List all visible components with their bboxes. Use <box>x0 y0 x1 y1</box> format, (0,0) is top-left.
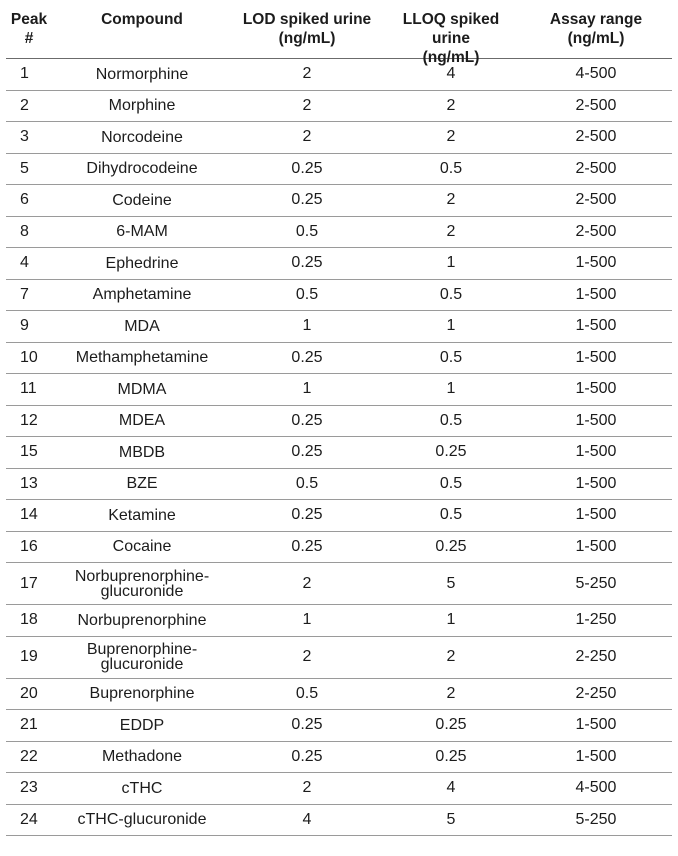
peak-cell: 11 <box>20 380 37 398</box>
lloq-cell: 2 <box>446 191 456 209</box>
lod-cell: 2 <box>302 779 312 797</box>
peak-cell: 22 <box>20 747 38 765</box>
table-row <box>6 374 672 406</box>
assay-range-cell: 1-500 <box>575 411 617 429</box>
peak-cell: 7 <box>20 285 29 303</box>
table-row <box>6 805 672 837</box>
lod-cell: 0.25 <box>291 411 323 429</box>
table-row <box>6 437 672 469</box>
compound-cell: MDA <box>124 317 160 335</box>
peak-cell: 18 <box>20 611 38 629</box>
lod-cell: 0.25 <box>291 254 323 272</box>
lod-cell: 0.5 <box>295 222 319 240</box>
header-lloq <box>382 0 520 66</box>
assay-range-cell: 2-500 <box>575 191 617 209</box>
lloq-cell: 2 <box>446 128 456 146</box>
table-row <box>6 280 672 312</box>
assay-range-cell: 1-500 <box>575 443 617 461</box>
compound-cell: MDMA <box>117 380 167 398</box>
compound-cell: MDEA <box>118 412 166 430</box>
assay-range-cell: 2-500 <box>575 222 617 240</box>
table-header-row <box>6 0 672 66</box>
lod-cell: 2 <box>302 648 312 665</box>
lloq-cell: 1 <box>446 380 456 398</box>
header-lloq-line2: (ng/mL) <box>422 49 480 66</box>
lloq-cell: 2 <box>446 648 456 665</box>
lloq-cell: 5 <box>446 810 456 828</box>
table-row <box>6 59 672 91</box>
table-row <box>6 605 672 637</box>
compound-cell: cTHC-glucuronide <box>77 811 207 829</box>
assay-range-cell: 1-500 <box>575 537 617 555</box>
peak-cell: 24 <box>20 810 38 828</box>
lod-cell: 0.25 <box>291 191 323 209</box>
table-row <box>6 773 672 805</box>
assay-range-cell: 1-500 <box>575 380 617 398</box>
assay-table <box>6 0 672 836</box>
lod-cell: 2 <box>302 574 312 592</box>
table-row <box>6 154 672 186</box>
peak-cell: 6 <box>20 191 29 209</box>
compound-cell: Dihydrocodeine <box>86 160 198 178</box>
lod-cell: 0.5 <box>295 285 319 303</box>
table-row <box>6 469 672 501</box>
header-assay-range <box>520 0 672 58</box>
peak-cell: 5 <box>20 159 29 177</box>
assay-range-cell: 1-250 <box>575 611 617 629</box>
peak-cell: 1 <box>20 65 29 83</box>
assay-range-cell: 1-500 <box>575 348 617 366</box>
header-range-line2: (ng/mL) <box>567 30 625 47</box>
lod-cell: 0.25 <box>291 747 323 765</box>
peak-cell: 21 <box>20 716 38 734</box>
peak-cell: 14 <box>20 506 38 524</box>
lod-cell: 2 <box>302 96 312 114</box>
lloq-cell: 0.5 <box>439 474 463 492</box>
assay-range-cell: 2-500 <box>575 96 617 114</box>
header-peak-line1: Peak <box>10 11 48 28</box>
table-row <box>6 217 672 249</box>
lloq-cell: 4 <box>446 65 456 83</box>
peak-cell: 17 <box>20 574 38 592</box>
header-compound <box>52 0 232 58</box>
lloq-cell: 0.25 <box>435 747 467 765</box>
lloq-cell: 1 <box>446 254 456 272</box>
table-row <box>6 311 672 343</box>
peak-cell: 15 <box>20 443 38 461</box>
compound-cell: Amphetamine <box>92 286 192 304</box>
peak-cell: 3 <box>20 128 29 146</box>
peak-cell: 8 <box>20 222 29 240</box>
lod-cell: 0.25 <box>291 537 323 555</box>
compound-cell: Methamphetamine <box>75 349 209 367</box>
lloq-cell: 1 <box>446 317 456 335</box>
compound-cell: Cocaine <box>112 538 172 556</box>
lod-cell: 1 <box>302 317 312 335</box>
peak-cell: 9 <box>20 317 29 335</box>
lloq-cell: 0.5 <box>439 285 463 303</box>
assay-range-cell: 1-500 <box>575 254 617 272</box>
table-row <box>6 532 672 564</box>
lloq-cell: 2 <box>446 222 456 240</box>
compound-cell: Morphine <box>108 97 176 115</box>
assay-range-cell: 4-500 <box>575 65 617 83</box>
assay-range-cell: 2-250 <box>575 684 617 702</box>
lod-cell: 0.5 <box>295 474 319 492</box>
assay-range-cell: 1-500 <box>575 506 617 524</box>
lod-cell: 0.25 <box>291 159 323 177</box>
lod-cell: 0.25 <box>291 506 323 524</box>
compound-cell: Normorphine <box>95 65 189 83</box>
peak-cell: 23 <box>20 779 38 797</box>
compound-cell: BZE <box>126 475 158 493</box>
header-lod <box>232 0 382 58</box>
compound-cell: Buprenorphine- glucuronide <box>86 641 198 673</box>
lloq-cell: 1 <box>446 611 456 629</box>
peak-cell: 16 <box>20 537 38 555</box>
lloq-cell: 2 <box>446 96 456 114</box>
compound-cell: Norbuprenorphine- glucuronide <box>74 567 210 600</box>
table-row <box>6 742 672 774</box>
assay-range-cell: 1-500 <box>575 747 617 765</box>
table-row <box>6 185 672 217</box>
table-row <box>6 500 672 532</box>
assay-range-cell: 1-500 <box>575 716 617 734</box>
peak-cell: 19 <box>20 648 38 665</box>
assay-range-cell: 2-500 <box>575 159 617 177</box>
table-row <box>6 563 672 605</box>
lod-cell: 0.25 <box>291 716 323 734</box>
header-peak-line2: # <box>24 30 34 47</box>
assay-range-cell: 2-250 <box>575 648 617 665</box>
assay-range-cell: 1-500 <box>575 474 617 492</box>
lloq-cell: 2 <box>446 684 456 702</box>
lloq-cell: 0.5 <box>439 411 463 429</box>
compound-cell: Ephedrine <box>105 254 179 272</box>
header-lod-line1: LOD spiked urine <box>242 11 372 28</box>
table-row <box>6 406 672 438</box>
peak-cell: 20 <box>20 684 38 702</box>
lod-cell: 0.5 <box>295 684 319 702</box>
compound-cell: MBDB <box>118 443 166 461</box>
peak-cell: 2 <box>20 96 29 114</box>
lloq-cell: 0.5 <box>439 159 463 177</box>
compound-cell: Codeine <box>112 191 172 209</box>
table-row <box>6 122 672 154</box>
table-row <box>6 637 672 679</box>
compound-cell: cTHC <box>121 779 163 797</box>
compound-cell: Norcodeine <box>101 128 183 146</box>
header-range-line1: Assay range <box>549 11 643 28</box>
table-row <box>6 343 672 375</box>
assay-range-cell: 1-500 <box>575 317 617 335</box>
header-peak <box>6 0 52 58</box>
compound-cell: Buprenorphine <box>89 685 195 703</box>
lod-cell: 0.25 <box>291 443 323 461</box>
table-row <box>6 91 672 123</box>
compound-cell: Norbuprenorphine <box>77 611 207 629</box>
table-body <box>6 59 672 836</box>
lloq-cell: 0.25 <box>435 716 467 734</box>
table-row <box>6 679 672 711</box>
lod-cell: 1 <box>302 611 312 629</box>
peak-cell: 13 <box>20 474 38 492</box>
lloq-cell: 0.5 <box>439 348 463 366</box>
compound-cell: Methadone <box>101 748 183 766</box>
peak-cell: 10 <box>20 348 38 366</box>
peak-cell: 12 <box>20 411 38 429</box>
lloq-cell: 5 <box>446 574 456 592</box>
lloq-cell: 4 <box>446 779 456 797</box>
assay-range-cell: 5-250 <box>575 810 617 828</box>
header-compound-line1: Compound <box>101 11 183 28</box>
header-lod-line2: (ng/mL) <box>278 30 336 47</box>
lloq-cell: 0.5 <box>439 506 463 524</box>
lod-cell: 2 <box>302 128 312 146</box>
table-row <box>6 710 672 742</box>
compound-cell: 6-MAM <box>116 223 168 241</box>
assay-range-cell: 2-500 <box>575 128 617 146</box>
compound-cell: Ketamine <box>108 506 176 524</box>
lod-cell: 2 <box>302 65 312 83</box>
lod-cell: 4 <box>302 810 312 828</box>
assay-range-cell: 1-500 <box>575 285 617 303</box>
lloq-cell: 0.25 <box>435 537 467 555</box>
lloq-cell: 0.25 <box>435 443 467 461</box>
lod-cell: 1 <box>302 380 312 398</box>
compound-cell: EDDP <box>119 716 165 734</box>
lod-cell: 0.25 <box>291 348 323 366</box>
header-lloq-line1: LLOQ spiked urine <box>402 11 500 47</box>
assay-range-cell: 5-250 <box>575 574 617 592</box>
table-row <box>6 248 672 280</box>
peak-cell: 4 <box>20 254 29 272</box>
assay-range-cell: 4-500 <box>575 779 617 797</box>
